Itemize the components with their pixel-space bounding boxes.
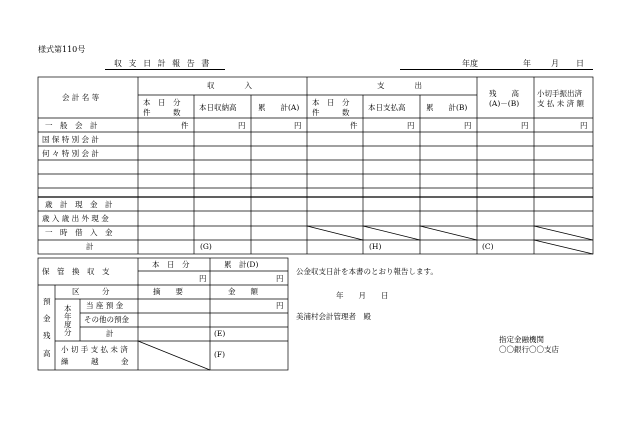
col-today-income: 本日収納高: [199, 103, 237, 112]
col-total-b: 累 計(B): [426, 103, 468, 112]
form-title: 収 支 日 計 報 告 書: [114, 59, 212, 68]
col-today-count-a: 本 日 分: [143, 98, 181, 107]
row-label-general: 一 般 会 計: [45, 121, 98, 130]
header-day: 日: [576, 59, 584, 68]
col-category: 区 分: [72, 287, 110, 296]
col-summary: 摘 要: [153, 287, 183, 296]
col-account-name: 会 計 名 等: [62, 93, 100, 102]
row-label-kokuho: 国 保 特 別 会 計: [42, 135, 99, 144]
unit-yen-5: 円: [521, 121, 529, 130]
custody-yen-1: 円: [199, 274, 207, 283]
unit-yen-2: 円: [294, 121, 302, 130]
check-unpaid-2: 繰 越 金: [61, 357, 129, 366]
header-year-suffix: 年度: [462, 59, 478, 68]
header-month: 月: [551, 59, 559, 68]
unit-yen-1: 円: [238, 121, 246, 130]
bank-name: 〇〇銀行〇〇支店: [499, 345, 559, 354]
period-char-3: 度: [64, 320, 72, 329]
marker-g: (G): [200, 242, 212, 251]
col-balance-formula: (A)－(B): [489, 99, 520, 108]
deposit-yen: 円: [276, 301, 284, 310]
bank-title: 指定金融機関: [499, 335, 544, 344]
custody-today: 本 日 分: [152, 260, 190, 269]
unit-count-1: 件: [181, 121, 189, 130]
period-char-4: 分: [64, 328, 72, 337]
row-label-total: 計: [86, 242, 94, 251]
col-today-expense: 本日支払高: [368, 103, 406, 112]
deposit-char-1: 預: [43, 297, 51, 306]
marker-f: (F): [214, 350, 226, 359]
col-balance: 残 高: [489, 89, 519, 98]
col-today-count-b2: 件 数: [312, 108, 350, 117]
row-label-other: 何 々 特 別 会 計: [42, 149, 99, 158]
marker-h: (H): [369, 242, 382, 251]
row-label-outside: 歳 入 歳 出 外 現 金: [42, 214, 109, 223]
period-char-2: 年: [64, 312, 72, 321]
report-text: 公金収支日計を本書のとおり報告します。: [296, 267, 438, 276]
col-uncleared-1: 小切手振出済: [537, 89, 582, 98]
deposit-char-2: 金: [43, 314, 51, 323]
col-amount: 金 額: [228, 287, 258, 296]
marker-c: (C): [482, 242, 494, 251]
report-date: 年 月 日: [336, 291, 389, 300]
col-income: 収 入: [207, 81, 252, 90]
header-year: 年: [523, 59, 531, 68]
manager-name: 美浦村会計管理者 殿: [296, 312, 371, 321]
custody-label: 保 管 換 収 支: [42, 267, 110, 276]
col-today-count-a2: 本 日 分: [312, 98, 350, 107]
current-deposit: 当 座 預 金: [86, 301, 124, 310]
period-char-1: 本: [64, 304, 72, 313]
custody-yen-2: 円: [276, 274, 284, 283]
deposit-subtotal: 計: [106, 329, 114, 338]
unit-yen-6: 円: [580, 121, 588, 130]
col-expense: 支 出: [377, 81, 422, 90]
col-uncleared-2: 支 払 未 済 額: [537, 99, 585, 108]
deposit-char-4: 高: [43, 349, 51, 358]
check-unpaid-1: 小 切 手 支 払 未 済: [61, 345, 128, 354]
deposit-char-3: 残: [43, 331, 51, 340]
unit-yen-4: 円: [464, 121, 472, 130]
other-deposit: その他の預金: [84, 315, 129, 324]
form-number: 様式第110号: [38, 45, 86, 54]
unit-count-2: 件: [350, 121, 358, 130]
marker-e: (E): [214, 329, 226, 338]
row-label-cash: 歳 計 現 金 計: [45, 200, 113, 209]
row-label-loan: 一 時 借 入 金: [45, 228, 113, 237]
col-total-a: 累 計(A): [258, 103, 300, 112]
unit-yen-3: 円: [407, 121, 415, 130]
custody-total-d: 累 計(D): [224, 260, 259, 269]
col-today-count-b: 件 数: [143, 108, 181, 117]
